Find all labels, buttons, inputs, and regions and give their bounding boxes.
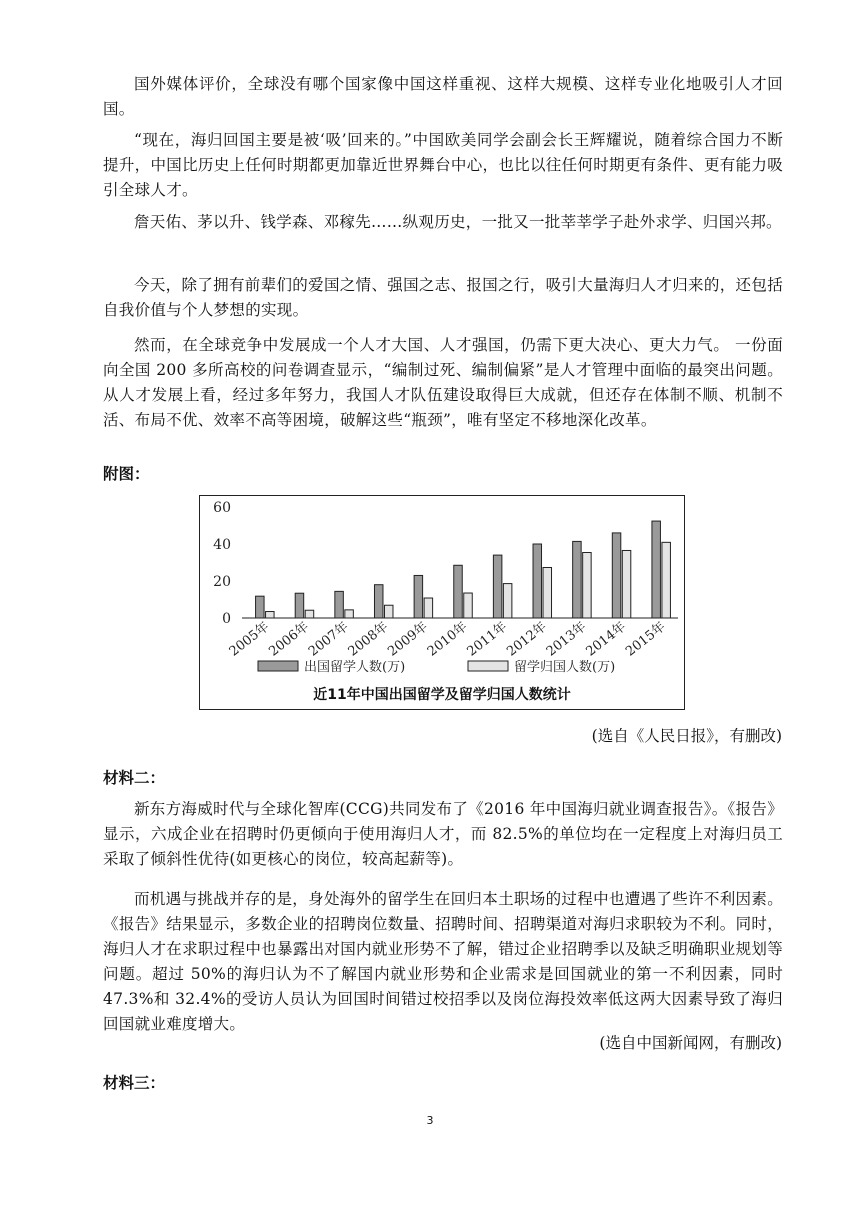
paragraph-3: 詹天佑、茅以升、钱学森、邓稼先……纵观历史，一批又一批莘莘学子赴外求学、归国兴邦。 <box>134 213 782 231</box>
bar-returned <box>543 567 552 618</box>
y-tick-label: 20 <box>213 574 231 590</box>
bar-outbound <box>454 565 463 618</box>
bar-returned <box>662 542 671 618</box>
figure-label: 附图： <box>103 465 150 483</box>
x-tick-label: 2014年 <box>583 619 630 660</box>
bar-returned <box>384 605 393 618</box>
paragraph-2: “现在，海归回国主要是被‘吸’回来的。”中国欧美同学会副会长王辉耀说，随着综合国力不断提升，中国比历史上任何时期都更加靠近世界舞台中心，也比以往任何时期更有条件、更有能力吸引全球人才。 <box>103 131 783 199</box>
bar-outbound <box>612 533 621 618</box>
paragraph-1: 国外媒体评价，全球没有哪个国家像中国这样重视、这样大规模、这样专业化地吸引人才回国。 <box>103 75 783 118</box>
bar-returned <box>424 598 433 618</box>
bar-returned <box>266 612 275 618</box>
legend-swatch <box>468 661 508 671</box>
y-tick-label: 60 <box>213 500 231 516</box>
legend-label: 出国留学人数(万) <box>304 660 406 675</box>
x-tick-label: 2011年 <box>464 619 511 660</box>
bar-outbound <box>295 593 304 618</box>
bar-outbound <box>493 555 502 618</box>
x-tick-label: 2008年 <box>345 619 392 660</box>
x-tick-label: 2013年 <box>543 619 590 660</box>
x-tick-label: 2015年 <box>623 619 669 660</box>
x-tick-label: 2006年 <box>266 619 312 660</box>
source-citation-2: (选自中国新闻网，有删改) <box>599 1034 782 1052</box>
bar-outbound <box>533 544 542 618</box>
material-two-heading: 材料二： <box>103 769 166 787</box>
chart-canvas <box>200 496 684 708</box>
material-three-heading: 材料三： <box>103 1074 166 1092</box>
bar-outbound <box>374 585 383 618</box>
bar-returned <box>464 593 473 618</box>
bar-outbound <box>573 541 582 618</box>
bar-returned <box>345 610 354 618</box>
paragraph-5: 然而，在全球竞争中发展成一个人才大国、人才强国，仍需下更大决心、更大力气。 一份面向全国 200 多所高校的问卷调查显示，“编制过死、编制偏紧”是人才管理中面临的最突出问题。从人才发展上看，经过多年努力，我国人才队伍建设取得巨大成就，但还存在体制不顺、机制不活、布局不优、效率不高等困境，破解这些“瓶颈”，唯有坚定不移地深化改革。 <box>103 336 783 429</box>
bar-returned <box>305 610 314 618</box>
x-tick-label: 2007年 <box>305 619 352 660</box>
material-two-paragraph-1: 新东方海威时代与全球化智库(CCG)共同发布了《2016 年中国海归就业调查报告》。《报告》显示，六成企业在招聘时仍更倾向于使用海归人才，而 82.5%的单位均在一定程度上对海归员工采取了倾斜性优待(如更核心的岗位，较高起薪等)。 <box>103 800 783 868</box>
paragraph-4: 今天，除了拥有前辈们的爱国之情、强国之志、报国之行，吸引大量海归人才归来的，还包括自我价值与个人梦想的实现。 <box>103 276 783 319</box>
y-tick-label: 40 <box>213 537 231 553</box>
legend-swatch <box>258 661 298 671</box>
material-two-paragraph-2: 而机遇与挑战并存的是，身处海外的留学生在回归本土职场的过程中也遭遇了些许不利因素。《报告》结果显示，多数企业的招聘岗位数量、招聘时间、招聘渠道对海归求职较为不利。同时，海归人才在求职过程中也暴露出对国内就业形势不了解，错过企业招聘季以及缺乏明确职业规划等问题。超过 50%的海归认为不了解国内就业形势和企业需求是回国就业的第一不利因素，同时 47.3%和 32.4%的受访人员认为回国时间错过校招季以及岗位海投效率低这两大因素导致了海归回国就业难度增大。 <box>103 890 783 1033</box>
bar-chart <box>199 495 685 710</box>
bar-returned <box>583 553 592 618</box>
bar-outbound <box>652 521 661 618</box>
chart-title: 近11年中国出国留学及留学归国人数统计 <box>313 687 571 703</box>
x-tick-label: 2005年 <box>226 619 273 660</box>
bar-returned <box>622 550 631 618</box>
bar-outbound <box>335 591 344 618</box>
page-number: 3 <box>426 1114 434 1127</box>
source-citation-1: (选自《人民日报》，有删改) <box>591 727 782 745</box>
x-tick-label: 2010年 <box>424 619 471 660</box>
legend-label: 留学归国人数(万) <box>514 660 616 675</box>
bar-outbound <box>414 575 423 618</box>
y-tick-label: 0 <box>222 611 231 627</box>
x-tick-label: 2009年 <box>385 619 431 660</box>
bar-returned <box>503 584 512 618</box>
bar-outbound <box>256 596 265 618</box>
x-tick-label: 2012年 <box>504 619 550 660</box>
